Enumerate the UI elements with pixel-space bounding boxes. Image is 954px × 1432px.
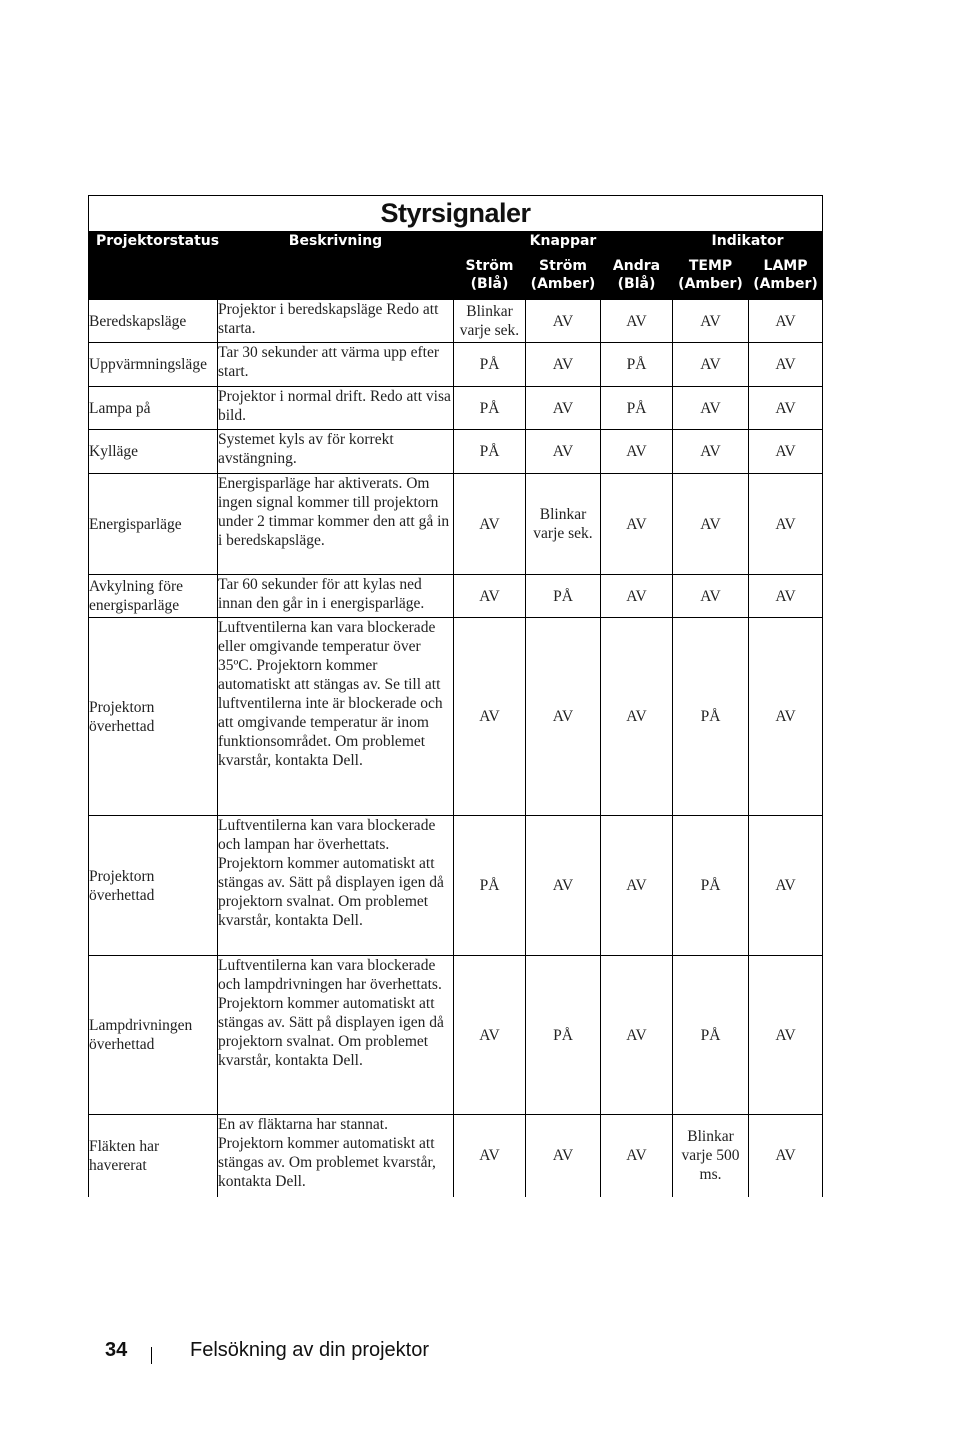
andra-cell: AV	[601, 816, 673, 956]
status-cell: Energisparläge	[89, 474, 218, 575]
strom-bla-cell: AV	[454, 575, 526, 618]
strom-bla-cell: AV	[454, 1115, 526, 1197]
header-temp-amber: TEMP (Amber)	[673, 251, 749, 300]
temp-cell: Blinkar varje 500 ms.	[673, 1115, 749, 1197]
lamp-cell: AV	[749, 343, 823, 387]
table-row	[89, 474, 823, 575]
strom-amber-cell: AV	[526, 300, 601, 343]
header-andra-bla: Andra (Blå)	[601, 251, 673, 300]
andra-cell: PÅ	[601, 387, 673, 430]
status-cell: Fläkten har havererat	[89, 1115, 218, 1197]
header-strom-bla: Ström (Blå)	[454, 251, 526, 300]
header-group-knappar: Knappar	[526, 232, 601, 251]
strom-bla-cell: PÅ	[454, 343, 526, 387]
andra-cell: AV	[601, 430, 673, 474]
header-lamp-amber: LAMP (Amber)	[749, 251, 823, 300]
strom-amber-cell: AV	[526, 1115, 601, 1197]
description-cell: Tar 60 sekunder för att kylas ned innan den går in i energisparläge.	[218, 575, 454, 618]
temp-cell: AV	[673, 430, 749, 474]
description-cell: Energisparläge har aktiverats. Om ingen signal kommer till projektorn under 2 timmar kommer den att gå in i beredskapsläge.	[218, 474, 454, 575]
andra-cell: AV	[601, 575, 673, 618]
header-projektorstatus: Projektorstatus	[89, 232, 218, 300]
andra-cell: AV	[601, 956, 673, 1115]
footer-divider	[151, 1347, 152, 1364]
temp-cell: AV	[673, 474, 749, 575]
temp-cell: AV	[673, 300, 749, 343]
strom-amber-cell: PÅ	[526, 575, 601, 618]
andra-cell: AV	[601, 300, 673, 343]
table-row	[89, 300, 823, 343]
header-group-indikator: Indikator	[673, 232, 823, 251]
status-cell: Kylläge	[89, 430, 218, 474]
lamp-cell: AV	[749, 300, 823, 343]
status-cell: Uppvärmningsläge	[89, 343, 218, 387]
description-cell: Systemet kyls av för korrekt avstängning.	[218, 430, 454, 474]
status-cell: Lampa på	[89, 387, 218, 430]
table-row	[89, 618, 823, 816]
temp-cell: AV	[673, 575, 749, 618]
strom-bla-cell: PÅ	[454, 430, 526, 474]
description-cell: Luftventilerna kan vara blockerade eller omgivande temperatur över 35ºC. Projektorn kommer automatiskt att stängas av. Se till att luftventilerna inte är blockerade och att omgivande temperatur är inom funktionsområdet. Om problemet kvarstår, kontakta Dell.	[218, 618, 454, 816]
header-strom-amber: Ström (Amber)	[526, 251, 601, 300]
table-row	[89, 343, 823, 387]
lamp-cell: AV	[749, 575, 823, 618]
temp-cell: PÅ	[673, 956, 749, 1115]
temp-cell: PÅ	[673, 618, 749, 816]
description-cell: Tar 30 sekunder att värma upp efter start.	[218, 343, 454, 387]
description-cell: Luftventilerna kan vara blockerade och lampan har överhettats. Projektorn kommer automatiskt att stängas av. Sätt på displayen igen då projektorn svalnat. Om problemet kvarstår, kontakta Dell.	[218, 816, 454, 956]
lamp-cell: AV	[749, 474, 823, 575]
strom-amber-cell: AV	[526, 387, 601, 430]
strom-bla-cell: AV	[454, 618, 526, 816]
lamp-cell: AV	[749, 430, 823, 474]
header-group-spacer	[601, 232, 673, 251]
andra-cell: AV	[601, 618, 673, 816]
status-cell: Avkylning före energisparläge	[89, 575, 218, 618]
andra-cell: AV	[601, 474, 673, 575]
lamp-cell: AV	[749, 956, 823, 1115]
strom-bla-cell: AV	[454, 956, 526, 1115]
strom-bla-cell: PÅ	[454, 816, 526, 956]
strom-amber-cell: AV	[526, 618, 601, 816]
temp-cell: AV	[673, 387, 749, 430]
status-cell: Beredskapsläge	[89, 300, 218, 343]
strom-bla-cell: PÅ	[454, 387, 526, 430]
page-number: 34	[105, 1339, 128, 1361]
strom-amber-cell: AV	[526, 430, 601, 474]
header-beskrivning: Beskrivning	[218, 232, 454, 300]
table-row	[89, 387, 823, 430]
strom-amber-cell: AV	[526, 343, 601, 387]
header-group-spacer	[454, 232, 526, 251]
lamp-cell: AV	[749, 618, 823, 816]
strom-bla-cell: AV	[454, 474, 526, 575]
temp-cell: PÅ	[673, 816, 749, 956]
description-cell: En av fläktarna har stannat. Projektorn kommer automatiskt att stängas av. Om problemet kvarstår, kontakta Dell.	[218, 1115, 454, 1197]
strom-amber-cell: AV	[526, 816, 601, 956]
andra-cell: PÅ	[601, 343, 673, 387]
andra-cell: AV	[601, 1115, 673, 1197]
status-cell: Lampdrivningen överhettad	[89, 956, 218, 1115]
description-cell: Luftventilerna kan vara blockerade och lampdrivningen har överhettats. Projektorn kommer automatiskt att stängas av. Sätt på displayen igen då projektorn svalnat. Om problemet kvarstår, kontakta Dell.	[218, 956, 454, 1115]
strom-amber-cell: Blinkar varje sek.	[526, 474, 601, 575]
description-cell: Projektor i beredskapsläge Redo att starta.	[218, 300, 454, 343]
table-row	[89, 816, 823, 956]
control-signals-table	[88, 195, 823, 1197]
table-row	[89, 430, 823, 474]
table-row	[89, 575, 823, 618]
strom-bla-cell: Blinkar varje sek.	[454, 300, 526, 343]
status-cell: Projektorn överhettad	[89, 618, 218, 816]
table-title: Styrsignaler	[89, 196, 823, 232]
lamp-cell: AV	[749, 816, 823, 956]
table-row	[89, 956, 823, 1115]
footer-section-title: Felsökning av din projektor	[190, 1339, 430, 1361]
status-cell: Projektorn överhettad	[89, 816, 218, 956]
temp-cell: AV	[673, 343, 749, 387]
table-row	[89, 1115, 823, 1197]
lamp-cell: AV	[749, 1115, 823, 1197]
description-cell: Projektor i normal drift. Redo att visa bild.	[218, 387, 454, 430]
lamp-cell: AV	[749, 387, 823, 430]
strom-amber-cell: PÅ	[526, 956, 601, 1115]
